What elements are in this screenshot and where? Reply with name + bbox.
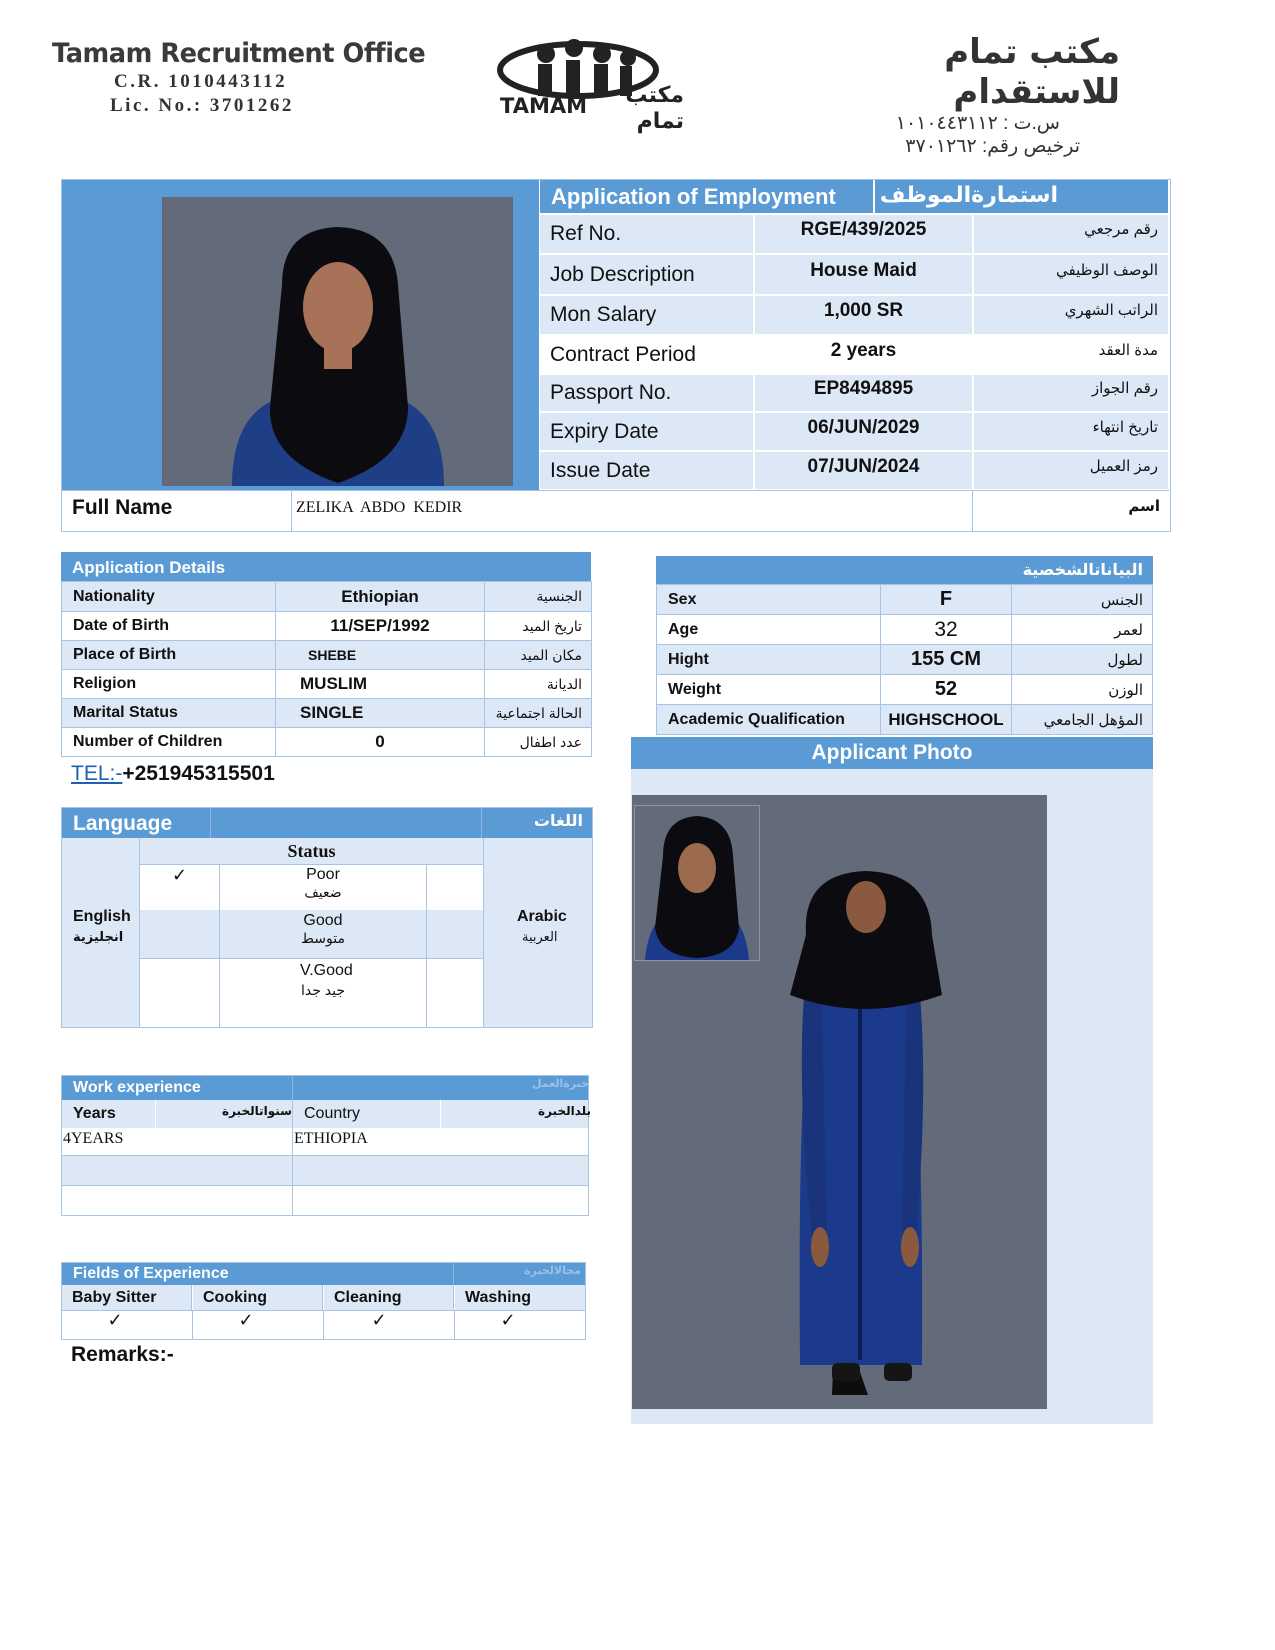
details-label-ar: الجنسية xyxy=(485,582,592,612)
field-checkbox[interactable] xyxy=(455,1310,585,1340)
work-row xyxy=(62,1128,588,1156)
details-label: Date of Birth xyxy=(62,612,276,641)
years-label: Years xyxy=(73,1105,116,1122)
status-label: Status xyxy=(287,841,336,861)
row-label: Passport No. xyxy=(540,375,755,411)
personal-row xyxy=(657,705,1153,735)
license-number-ar: ترخيص رقم: ٣٧٠١٢٦٢ xyxy=(905,136,1080,157)
row-value: 07/JUN/2024 xyxy=(755,452,974,489)
work-col-divider-1 xyxy=(155,1100,156,1128)
full-name-divider-2 xyxy=(972,491,973,531)
level-label: Good xyxy=(303,912,343,929)
work-title: Work experience xyxy=(73,1079,201,1096)
fields-title-divider xyxy=(453,1263,454,1285)
cr-number: C.R. 1010443112 xyxy=(114,71,288,92)
details-value: SHEBE xyxy=(276,641,485,670)
check-mark-icon: ✓ xyxy=(171,865,188,886)
english-level-checkbox[interactable] xyxy=(140,910,220,958)
row-label-ar: رقم مرجعي xyxy=(1084,221,1158,238)
company-logo xyxy=(496,36,686,133)
arabic-level-checkbox[interactable] xyxy=(427,958,483,1027)
fields-title-bar xyxy=(62,1263,585,1285)
country-label: Country xyxy=(304,1105,361,1122)
details-row xyxy=(62,641,592,670)
language-title: Language xyxy=(73,812,173,835)
language-level-cell xyxy=(220,958,427,1027)
row-label-ar: تاريخ انتهاء xyxy=(1092,419,1158,436)
language-level-row xyxy=(140,910,483,959)
details-value: Ethiopian xyxy=(276,582,485,612)
english-label: English xyxy=(73,908,131,925)
remarks-label: Remarks:- xyxy=(71,1343,174,1366)
application-row xyxy=(540,413,1168,452)
logo-text-ar: مكتب تمام xyxy=(625,82,684,133)
personal-label-ar: الوزن xyxy=(1012,675,1153,705)
level-label-ar: متوسط xyxy=(301,930,345,946)
fields-title-ar: مجالالخبرة xyxy=(524,1265,581,1277)
row-value: RGE/439/2025 xyxy=(755,215,974,253)
license-number: Lic. No.: 3701262 xyxy=(110,95,294,116)
level-label-ar: جيد جدا xyxy=(300,982,345,998)
details-table xyxy=(61,581,592,757)
application-row xyxy=(540,255,1168,296)
personal-label: Age xyxy=(657,615,881,645)
tel-number: +251945315501 xyxy=(122,762,275,785)
work-row-divider xyxy=(292,1186,293,1215)
row-value: EP8494895 xyxy=(755,375,974,411)
language-title-divider xyxy=(210,808,211,838)
full-name-value: ZELIKA ABDO KEDIR xyxy=(296,499,463,516)
full-name-row xyxy=(61,490,1169,531)
english-label-ar: انجليزية xyxy=(73,929,124,944)
country-label-ar: بلدالخبرة xyxy=(538,1104,592,1118)
personal-row xyxy=(657,585,1153,615)
personal-row xyxy=(657,645,1153,675)
language-level-row xyxy=(140,958,483,1027)
work-row-divider xyxy=(292,1156,293,1185)
row-value: 2 years xyxy=(755,336,974,373)
years-label-ar: سنواتالخبرة xyxy=(222,1104,292,1118)
fields-block xyxy=(61,1262,586,1340)
personal-label: Weight xyxy=(657,675,881,705)
row-value: House Maid xyxy=(755,255,974,294)
english-level-checkbox[interactable] xyxy=(140,864,220,910)
work-header-row xyxy=(62,1100,592,1128)
row-label-ar: رقم الجواز xyxy=(1091,380,1158,397)
language-block xyxy=(61,807,593,1028)
logo-text-en: TAMAM xyxy=(500,94,587,118)
details-row xyxy=(62,699,592,728)
work-country-value: ETHIOPIA xyxy=(294,1130,368,1147)
row-label: Mon Salary xyxy=(540,296,755,334)
full-body-photo xyxy=(632,795,1047,1409)
full-name-label: Full Name xyxy=(72,496,173,519)
row-value: 1,000 SR xyxy=(755,296,974,334)
header-left xyxy=(52,38,432,117)
personal-table xyxy=(656,584,1153,735)
details-label-ar: مكان الميد xyxy=(485,641,592,670)
applicant-photo-title-bar xyxy=(631,737,1153,769)
details-label: Place of Birth xyxy=(62,641,276,670)
details-label: Nationality xyxy=(62,582,276,612)
personal-value: 155 CM xyxy=(881,645,1012,675)
personal-value: 32 xyxy=(881,615,1012,645)
details-title-bar xyxy=(61,552,591,581)
application-title-bar xyxy=(540,180,1168,213)
personal-row xyxy=(657,615,1153,645)
check-mark-icon: ✓ xyxy=(371,1310,387,1331)
row-label-ar: رمز العميل xyxy=(1089,458,1158,475)
details-label: Number of Children xyxy=(62,728,276,757)
field-checkbox[interactable] xyxy=(62,1310,193,1340)
row-label: Job Description xyxy=(540,255,755,294)
language-title-ar: اللغات xyxy=(533,813,583,830)
arabic-label: Arabic xyxy=(517,908,567,925)
personal-label: Academic Qualification xyxy=(657,705,881,735)
application-title-ar: استمارةالموظف xyxy=(879,182,1058,207)
company-name-en: Tamam Recruitment Office xyxy=(52,38,426,69)
personal-label-ar: المؤهل الجامعي xyxy=(1012,705,1153,735)
personal-value: F xyxy=(881,585,1012,615)
tel-link[interactable]: TEL:- xyxy=(71,762,123,785)
work-col-divider-2 xyxy=(292,1100,293,1128)
level-label: Poor xyxy=(306,866,340,883)
personal-label: Hight xyxy=(657,645,881,675)
passport-photo xyxy=(162,197,513,486)
field-label: Cleaning xyxy=(324,1285,454,1310)
application-row xyxy=(540,336,1168,375)
work-col-divider-3 xyxy=(440,1100,441,1128)
work-row-empty-2 xyxy=(62,1186,588,1215)
application-row xyxy=(540,452,1168,491)
header-right xyxy=(800,32,1120,158)
language-title-bar xyxy=(62,808,592,838)
row-label: Issue Date xyxy=(540,452,755,489)
details-row xyxy=(62,582,592,612)
application-row xyxy=(540,375,1168,413)
check-mark-icon: ✓ xyxy=(238,1310,254,1331)
title-divider xyxy=(873,180,875,213)
application-title-en: Application of Employment xyxy=(551,184,836,209)
inset-portrait xyxy=(634,805,760,961)
field-label: Cooking xyxy=(193,1285,323,1310)
details-label-ar: تاريخ الميد xyxy=(485,612,592,641)
row-label-ar: الوصف الوظيفي xyxy=(1056,262,1158,279)
row-label: Expiry Date xyxy=(540,413,755,450)
field-checkbox[interactable] xyxy=(324,1310,455,1340)
application-row xyxy=(540,296,1168,336)
personal-label: Sex xyxy=(657,585,881,615)
work-row-empty-1 xyxy=(62,1156,588,1186)
details-label: Religion xyxy=(62,670,276,699)
arabic-label-ar: العربية xyxy=(522,929,558,944)
row-label: Contract Period xyxy=(540,336,755,373)
work-block xyxy=(61,1075,592,1216)
personal-label-ar: لطول xyxy=(1012,645,1153,675)
company-name-ar: مكتب تمام للاستقدام xyxy=(944,32,1120,112)
details-value: SINGLE xyxy=(276,699,485,728)
details-value: 0 xyxy=(276,728,485,757)
work-title-divider xyxy=(292,1076,293,1100)
details-title: Application Details xyxy=(72,558,226,577)
telephone xyxy=(71,762,275,786)
personal-title-bar xyxy=(656,556,1153,584)
details-value: MUSLIM xyxy=(276,670,485,699)
arabic-level-checkbox[interactable] xyxy=(427,910,483,958)
fields-title: Fields of Experience xyxy=(73,1265,229,1282)
status-panel xyxy=(139,838,484,1027)
field-label: Washing xyxy=(455,1285,585,1310)
language-level-row xyxy=(140,864,483,911)
level-label: V.Good xyxy=(300,962,353,979)
language-level-cell xyxy=(220,910,427,958)
row-label-ar: مدة العقد xyxy=(1098,342,1158,359)
row-label: Ref No. xyxy=(540,215,755,253)
details-label-ar: الديانة xyxy=(485,670,592,699)
language-level-cell xyxy=(220,864,427,910)
field-checkbox[interactable] xyxy=(193,1310,324,1340)
work-years-value: 4YEARS xyxy=(63,1130,124,1147)
work-title-bar xyxy=(62,1076,588,1100)
personal-label-ar: الجنس xyxy=(1012,585,1153,615)
details-label-ar: عدد اطفال xyxy=(485,728,592,757)
level-label-ar: ضعيف xyxy=(304,884,342,900)
check-mark-icon: ✓ xyxy=(500,1310,516,1331)
details-row xyxy=(62,728,592,757)
arabic-level-checkbox[interactable] xyxy=(427,864,483,910)
cr-number-ar: س.ت : ١٠١٠٤٤٣١١٢ xyxy=(895,113,1060,134)
language-title-divider-2 xyxy=(481,808,482,838)
full-name-divider-1 xyxy=(291,491,292,531)
personal-label-ar: لعمر xyxy=(1012,615,1153,645)
personal-title-ar: البياناتالشخصية xyxy=(1022,562,1143,579)
personal-value: HIGHSCHOOL xyxy=(881,705,1012,735)
details-row xyxy=(62,612,592,641)
details-value: 11/SEP/1992 xyxy=(276,612,485,641)
personal-row xyxy=(657,675,1153,705)
check-mark-icon: ✓ xyxy=(107,1310,123,1331)
details-label: Marital Status xyxy=(62,699,276,728)
status-header xyxy=(140,838,483,865)
work-title-ar: خبرةالعمل xyxy=(532,1078,590,1090)
field-label: Baby Sitter xyxy=(62,1285,192,1310)
details-label-ar: الحالة اجتماعية xyxy=(485,699,592,728)
english-level-checkbox[interactable] xyxy=(140,958,220,1027)
work-row-divider xyxy=(292,1128,293,1155)
full-name-label-ar: اسم xyxy=(1128,498,1160,515)
row-value: 06/JUN/2029 xyxy=(755,413,974,450)
personal-value: 52 xyxy=(881,675,1012,705)
applicant-photo-title: Applicant Photo xyxy=(811,741,973,764)
application-row xyxy=(540,215,1168,255)
details-row xyxy=(62,670,592,699)
row-label-ar: الراتب الشهري xyxy=(1064,302,1158,319)
